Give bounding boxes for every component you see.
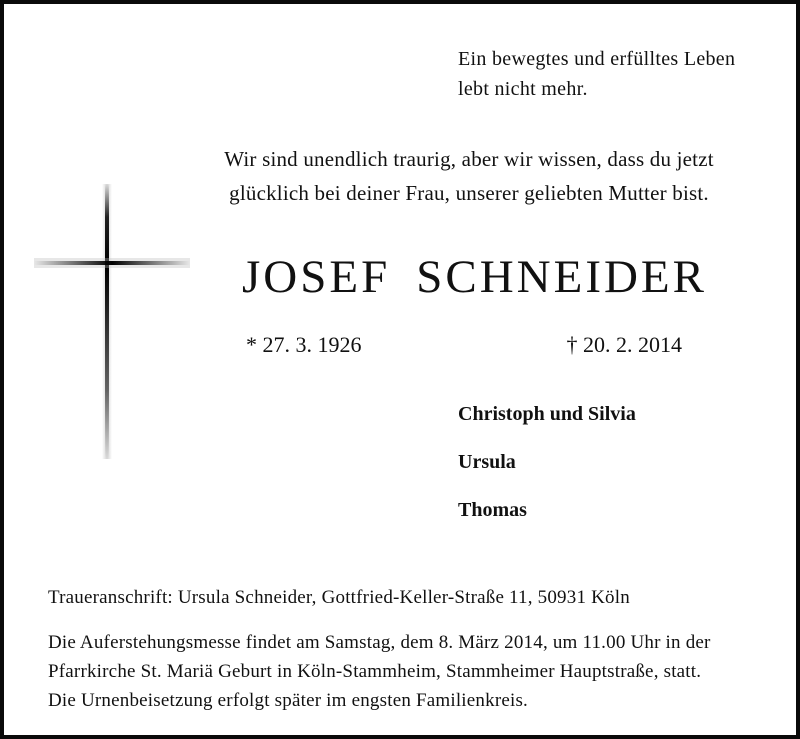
last-name: SCHNEIDER (416, 251, 707, 303)
funeral-notice (48, 628, 768, 715)
death-date: † 20. 2. 2014 (566, 332, 682, 357)
deceased-name (242, 249, 707, 305)
birth-date: * 27. 3. 1926 (246, 332, 362, 357)
notice-line-2: Pfarrkirche St. Mariä Geburt in Köln-Stammheim, Stammheimer Hauptstraße, statt. (48, 661, 702, 682)
mourner-name: Thomas (458, 499, 527, 521)
verse-line-2: glücklich bei deiner Frau, unserer geliebten Mutter bist. (229, 181, 709, 205)
mourner-name: Christoph und Silvia (458, 403, 636, 425)
motto-line-2: lebt nicht mehr. (458, 78, 588, 100)
mourners-list (458, 402, 636, 546)
verse-line-1: Wir sind unendlich traurig, aber wir wissen, dass du jetzt (224, 147, 714, 171)
motto (458, 44, 778, 104)
mourner-name: Ursula (458, 451, 516, 473)
notice-line-3: Die Urnenbeisetzung erfolgt später im engsten Familienkreis. (48, 690, 529, 711)
notice-line-1: Die Auferstehungsmesse findet am Samstag, dem 8. März 2014, um 11.00 Uhr in der (48, 632, 711, 653)
mourning-address: Traueranschrift: Ursula Schneider, Gottfried-Keller-Straße 11, 50931 Köln (48, 587, 630, 608)
verse (154, 142, 784, 210)
first-name: JOSEF (242, 251, 391, 303)
motto-line-1: Ein bewegtes und erfülltes Leben (458, 48, 736, 70)
cross-icon (34, 184, 190, 459)
